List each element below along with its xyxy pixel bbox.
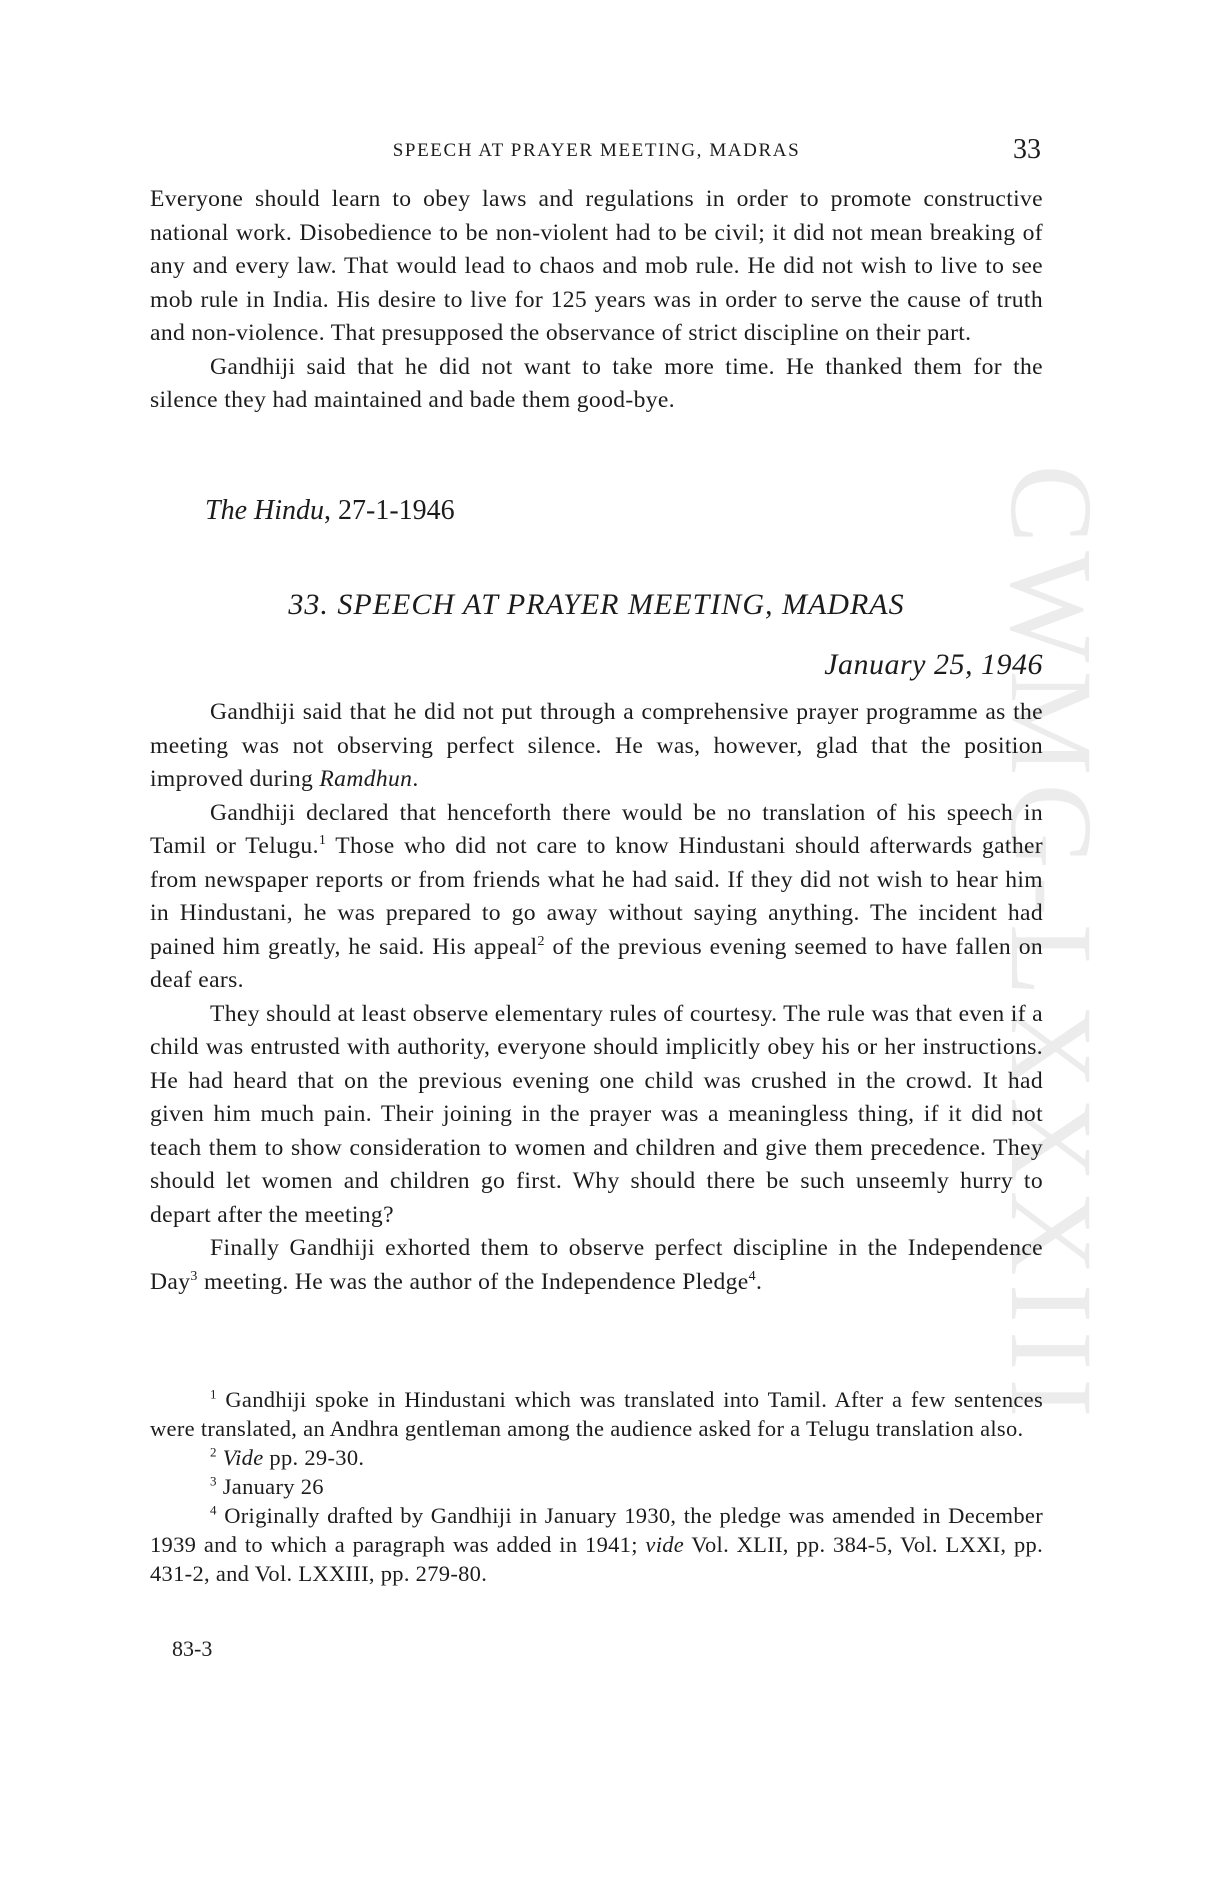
footnotes (150, 1385, 1043, 1588)
page-number: 33 (1013, 134, 1041, 165)
article-heading: 33. SPEECH AT PRAYER MEETING, MADRAS (288, 588, 905, 621)
paragraph: Everyone should learn to obey laws and regulations in order to promote constructive national work. Disobedience to be non-violent had to be civil; it did not mean breaking of any and every law. That would lead to chaos and mob rule. He did not wish to live to see mob rule in India. His desire to live for 125 years was in order to serve the cause of truth and non-violence. That presupposed the observance of strict discipline on their part. (150, 186, 1043, 346)
paragraph: Gandhiji declared that henceforth there would be no translation of his speech in Tamil or Telugu.$^1$ Those who did not care to know Hindustani should afterwards gather from newspaper reports or from friends what he had said. If they did not wish to hear him in Hindustani, he was prepared to go away without saying anything. The incident had pained him greatly, he said. His appeal$^2$ of the previous evening seemed to have fallen on deaf ears. (150, 799, 1044, 993)
previous-item-text (150, 183, 1043, 418)
paragraph: Finally Gandhiji exhorted them to observe perfect discipline in the Independence Day$^3$ meeting. He was the author of the Independence Pledge$^4$. (150, 1235, 1043, 1295)
source-name: The Hindu (205, 495, 324, 526)
footnote-mark: 1 (210, 1386, 217, 1402)
footnote-ref: 4 (748, 1268, 756, 1284)
sheet-code: 83-3 (172, 1636, 213, 1661)
footnote: $^4$ Originally drafted by Gandhiji in January 1930, the pledge was amended in December 1939 and to which a paragraph was added in 1941; vide Vol. XLII, pp. 384-5, Vol. LXXI, pp. 431-2, and Vol. LXXIII, pp. 279-80. (150, 1502, 1043, 1586)
footnote: $^2$ Vide pp. 29-30. (210, 1444, 365, 1470)
paragraph: Gandhiji said that he did not want to take more time. He thanked them for the silence they had maintained and bade them good-bye. (150, 353, 1043, 413)
footnote-mark: 2 (210, 1444, 217, 1460)
paragraph: They should at least observe elementary rules of courtesy. The rule was that even if a child was entrusted with authority, everyone should implicitly obey his or her instructions. He had heard that on the previous evening one child was crushed in the crowd. It had given him much pain. Their joining in the prayer was a meaningless thing, if it did not teach them to show consideration to women and children and give them precedence. They should let women and children go first. Why should there be such unseemly hurry to depart after the meeting? (150, 1000, 1043, 1228)
running-head (150, 134, 1043, 174)
article-body (150, 696, 1043, 1299)
footnote: $^3$ January 26 (210, 1473, 324, 1499)
running-title: SPEECH AT PRAYER MEETING, MADRAS (392, 140, 801, 161)
source-date: , 27-1-1946 (324, 495, 455, 526)
footnote-mark: 3 (210, 1473, 217, 1489)
footnote-ref: 2 (537, 933, 545, 949)
footnote-ref: 3 (190, 1268, 198, 1284)
ramdhun-term: Ramdhun (319, 766, 413, 792)
source-citation (205, 495, 455, 527)
footnote: $^1$ Gandhiji spoke in Hindustani which was translated into Tamil. After a few sentences were translated, an Andhra gentleman among the audience asked for a Telugu translation also. (150, 1386, 1043, 1441)
article-dateline: January 25, 1946 (824, 648, 1043, 681)
footnote-ref: 1 (318, 833, 327, 849)
footnote-mark: 4 (210, 1502, 217, 1518)
paragraph: Gandhiji said that he did not put through a comprehensive prayer programme as the meeting was not observing perfect silence. He was, however, glad that the position improved during Ramdhun. (150, 699, 1043, 792)
watermark-text: CWMG-LXXXIII (985, 464, 1117, 1426)
